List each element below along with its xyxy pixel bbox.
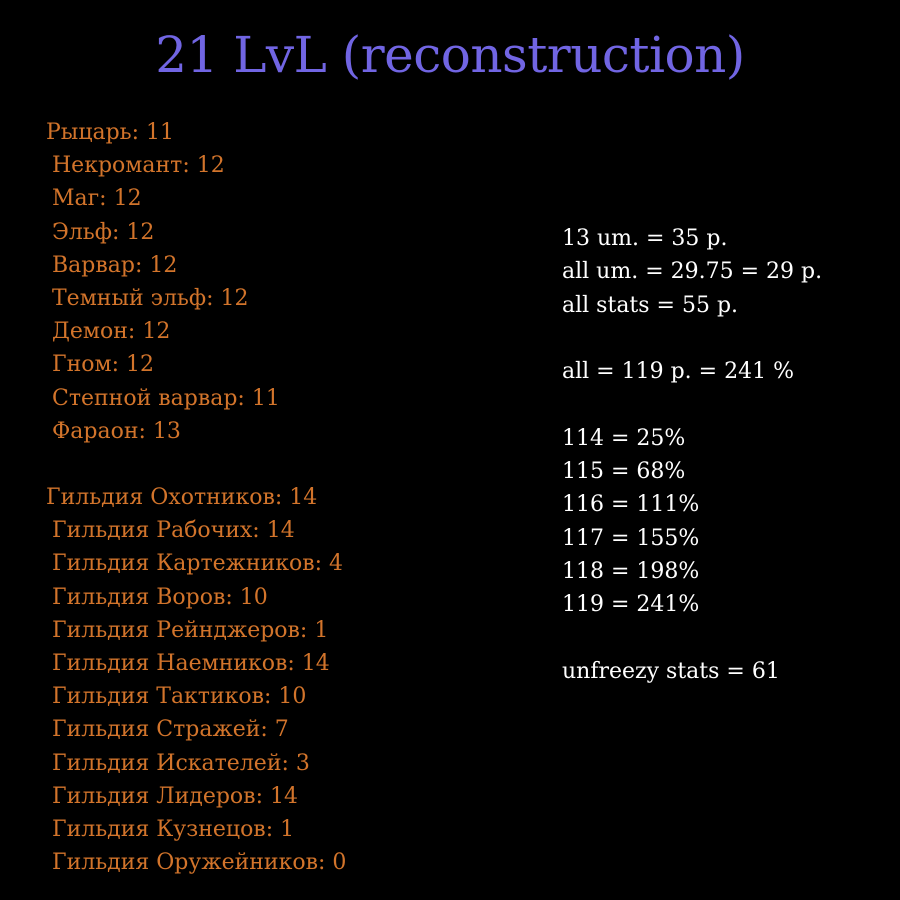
spacer: [562, 388, 882, 421]
reputation-list: [46, 116, 506, 879]
faction-barbarian: Варвар: 12: [52, 252, 178, 278]
guild-workers: Гильдия Рабочих: 14: [52, 518, 295, 544]
faction-knight: Рыцарь: 11: [46, 120, 175, 145]
guild-leaders: Гильдия Лидеров: 14: [52, 783, 298, 809]
page-title: 21 LvL (reconstruction): [155, 26, 745, 84]
guild-hunters: Гильдия Охотников: 14: [46, 485, 318, 511]
spacer: [46, 448, 506, 481]
faction-pharaoh: Фараон: 13: [52, 418, 181, 444]
guild-rangers: Гильдия Рейнджеров: 1: [52, 617, 329, 643]
summary-skills-all: all um. = 29.75 = 29 p.: [562, 259, 823, 285]
level-percent-row: 119 = 241%: [562, 592, 700, 618]
faction-dwarf: Гном: 12: [52, 352, 154, 378]
guild-mercenaries: Гильдия Наемников: 14: [52, 651, 330, 676]
level-percent-row: 115 = 68%: [562, 459, 686, 485]
faction-dark-elf: Темный эльф: 12: [52, 285, 249, 311]
spacer: [562, 322, 882, 355]
guild-seekers: Гильдия Искателей: 3: [52, 750, 310, 776]
faction-necromancer: Некромант: 12: [52, 153, 225, 179]
level-percent-row: 116 = 111%: [562, 492, 700, 518]
level-percent-row: 114 = 25%: [562, 425, 686, 451]
guild-gunsmiths: Гильдия Оружейников: 0: [52, 850, 347, 876]
summary-unfreezy: unfreezy stats = 61: [562, 658, 780, 684]
guild-smiths: Гильдия Кузнецов: 1: [52, 816, 295, 842]
faction-demon: Демон: 12: [52, 319, 171, 345]
summary-stats-all: all stats = 55 p.: [562, 292, 739, 318]
guild-tacticians: Гильдия Тактиков: 10: [52, 684, 307, 710]
faction-mage: Маг: 12: [52, 186, 142, 212]
summary-panel: [562, 222, 882, 688]
faction-steppe-barbarian: Степной варвар: 11: [52, 385, 280, 411]
summary-total: all = 119 p. = 241 %: [562, 359, 794, 385]
level-percent-row: 117 = 155%: [562, 525, 700, 551]
guild-guards: Гильдия Стражей: 7: [52, 717, 289, 743]
summary-skills-13: 13 um. = 35 p.: [562, 226, 728, 251]
level-percent-row: 118 = 198%: [562, 558, 700, 584]
spacer: [562, 622, 882, 655]
guild-thieves: Гильдия Воров: 10: [52, 584, 268, 610]
guild-gamblers: Гильдия Картежников: 4: [52, 551, 344, 577]
faction-elf: Эльф: 12: [52, 219, 155, 245]
